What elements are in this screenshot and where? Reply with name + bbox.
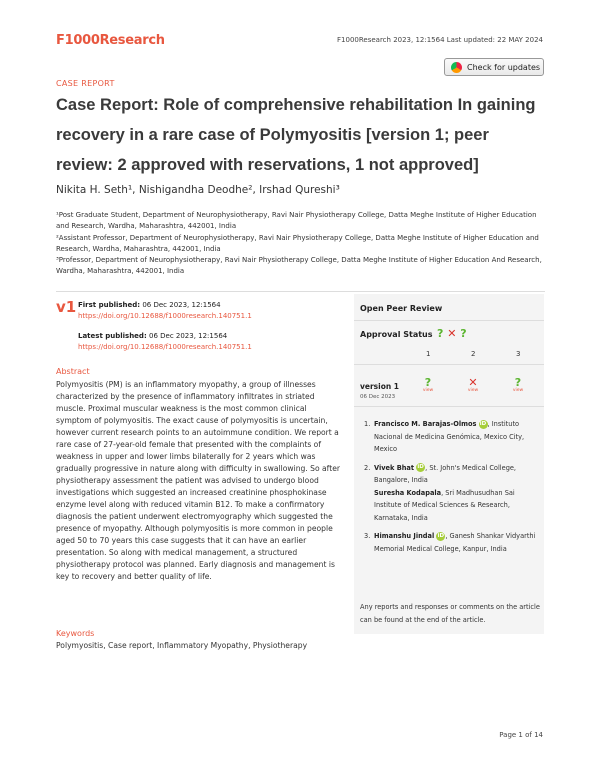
first-doi-link[interactable]: https://doi.org/10.12688/f1000research.140751.1	[78, 311, 252, 320]
report-2-status[interactable]	[463, 376, 483, 393]
question-mark-icon: ?	[424, 376, 432, 389]
cross-icon: ✕	[468, 376, 478, 389]
journal-logo	[56, 33, 165, 48]
affiliations	[56, 210, 546, 278]
question-mark-icon: ?	[514, 376, 522, 389]
page-number: Page 1 of 14	[499, 731, 543, 739]
version-label: version 1	[360, 382, 400, 391]
affiliation: ²Assistant Professor, Department of Neurophysiotherapy, Ravi Nair Physiotherapy College, Datta Meghe Institute of Higher Education and Research, Wardha, Maharashtra, 442001, India	[56, 233, 539, 253]
logo-prefix: F1000	[56, 33, 100, 48]
affiliation: ³Professor, Department of Neurophysiotherapy, Ravi Nair Physiotherapy College, Datta Meghe Institute of Higher Education And Research, Wardha, Maharashtra, 442001, India	[56, 256, 542, 276]
publication-info	[78, 300, 252, 352]
cross-icon: ✕	[447, 327, 457, 340]
version-date: 06 Dec 2023	[360, 394, 396, 400]
author-list: Nikita H. Seth¹, Nishigandha Deodhe², Irshad Qureshi³	[56, 184, 340, 196]
version-badge: v1	[56, 298, 77, 316]
review-title: Open Peer Review	[360, 304, 443, 313]
keywords-text: Polymyositis, Case report, Inflammatory Myopathy, Physiotherapy	[56, 641, 308, 650]
approval-status-label: Approval Status	[360, 330, 433, 339]
review-footer-note: Any reports and responses or comments on the article can be found at the end of the article.	[360, 603, 540, 624]
list-item	[364, 418, 539, 456]
reviewer-number: 3.	[364, 532, 371, 540]
check-updates-label: Check for updates	[467, 62, 541, 72]
reviewer-name: Francisco M. Barajas-Olmos	[374, 420, 477, 428]
divider	[354, 406, 544, 407]
first-published-label: First published:	[78, 301, 141, 309]
peer-review-panel	[354, 294, 544, 634]
list-item	[364, 462, 539, 525]
column-header: 3	[516, 350, 521, 358]
check-updates-icon	[451, 62, 462, 73]
reviewer-affiliation: , St. John's Medical College, Bangalore, India	[374, 463, 517, 484]
view-link[interactable]: view	[467, 388, 479, 393]
affiliation: ¹Post Graduate Student, Department of Neurophysiotherapy, Ravi Nair Physiotherapy College, Datta Meghe Institute of Higher Education and Research, Wardha, Maharashtra, 442001, India	[56, 211, 537, 231]
column-header: 2	[471, 350, 476, 358]
divider	[354, 364, 544, 365]
report-3-status[interactable]	[508, 376, 528, 393]
reviewer-number: 1.	[364, 420, 371, 428]
orcid-icon[interactable]: iD	[417, 464, 424, 470]
orcid-icon[interactable]: iD	[437, 532, 445, 539]
divider	[354, 320, 544, 321]
keywords-heading: Keywords	[56, 629, 95, 638]
latest-published-value: 06 Dec 2023, 12:1564	[148, 332, 228, 340]
check-updates-button[interactable]	[444, 58, 544, 76]
reviewer-affiliation: , Sri Madhusudhan Sai Institute of Medical Sciences & Research, Karnataka, India	[374, 488, 515, 522]
header-meta: F1000Research 2023, 12:1564 Last updated: 22 MAY 2024	[337, 36, 543, 44]
first-published-value: 06 Dec 2023, 12:1564	[142, 301, 221, 309]
approval-status-icons	[437, 327, 467, 340]
abstract-text: Polymyositis (PM) is an inflammatory myopathy, a group of illnesses characterized by the presence of inflammatory infiltrates in striated muscle. Proximal muscular weakness is the most common clinical symptom of polymyositis. The exact cause of polymyositis is uncertain, however current research points to an autoimmune condition. We report a rare case of 27-year-old female that presented with the complaints of weakness in upper and lower limbs bilaterally for 2 years which was gradually progressive in nature along with difficulty in swallowing. So after physiotherapy assessment the patient was advised to undergo blood investigations which suggested an increased creatinine phosphokinase enzyme level along with reduced vitamin B12. To make a confirmatory diagnosis the patient underwent electromyography which suggested the presence of myopathy. Although polymyositis is more common in people aged 50 to 70 years this case suggests that it can have an earlier presentation. So along with medical management, a structured physiotherapy protocol was planned. Early diagnosis and management is key to recovery and better quality of life.	[56, 380, 340, 581]
latest-doi-link[interactable]: https://doi.org/10.12688/f1000research.140751.1	[78, 342, 252, 351]
list-item	[364, 530, 539, 555]
view-link[interactable]: view	[422, 388, 434, 393]
divider	[56, 291, 545, 292]
reviewer-affiliation: , Instituto Nacional de Medicina Genómica, Mexico City, Mexico	[374, 420, 525, 453]
reviewer-number: 2.	[364, 463, 371, 472]
logo-suffix: Research	[99, 33, 165, 48]
view-link[interactable]: view	[512, 388, 524, 393]
article-title: Case Report: Role of comprehensive rehabilitation In gaining recovery in a rare case of Polymyositis [version 1; peer review: 2 approved with reservations, 1 not approved]	[56, 96, 536, 174]
reviewer-list	[364, 418, 539, 561]
orcid-icon[interactable]: iD	[479, 420, 487, 427]
question-mark-icon: ?	[460, 327, 467, 340]
reviewer-name: Himanshu Jindal	[374, 532, 435, 540]
reviewer-name: Suresha Kodapala	[374, 488, 442, 497]
latest-published-label: Latest published:	[78, 332, 147, 340]
reviewer-name: Vivek Bhat	[374, 463, 415, 472]
report-1-status[interactable]	[418, 376, 438, 393]
question-mark-icon: ?	[437, 327, 444, 340]
column-header: 1	[426, 350, 431, 358]
reviewer-affiliation: , Ganesh Shankar Vidyarthi Memorial Medical College, Kanpur, India	[374, 532, 536, 553]
article-type: CASE REPORT	[56, 79, 115, 88]
abstract-heading: Abstract	[56, 367, 90, 376]
